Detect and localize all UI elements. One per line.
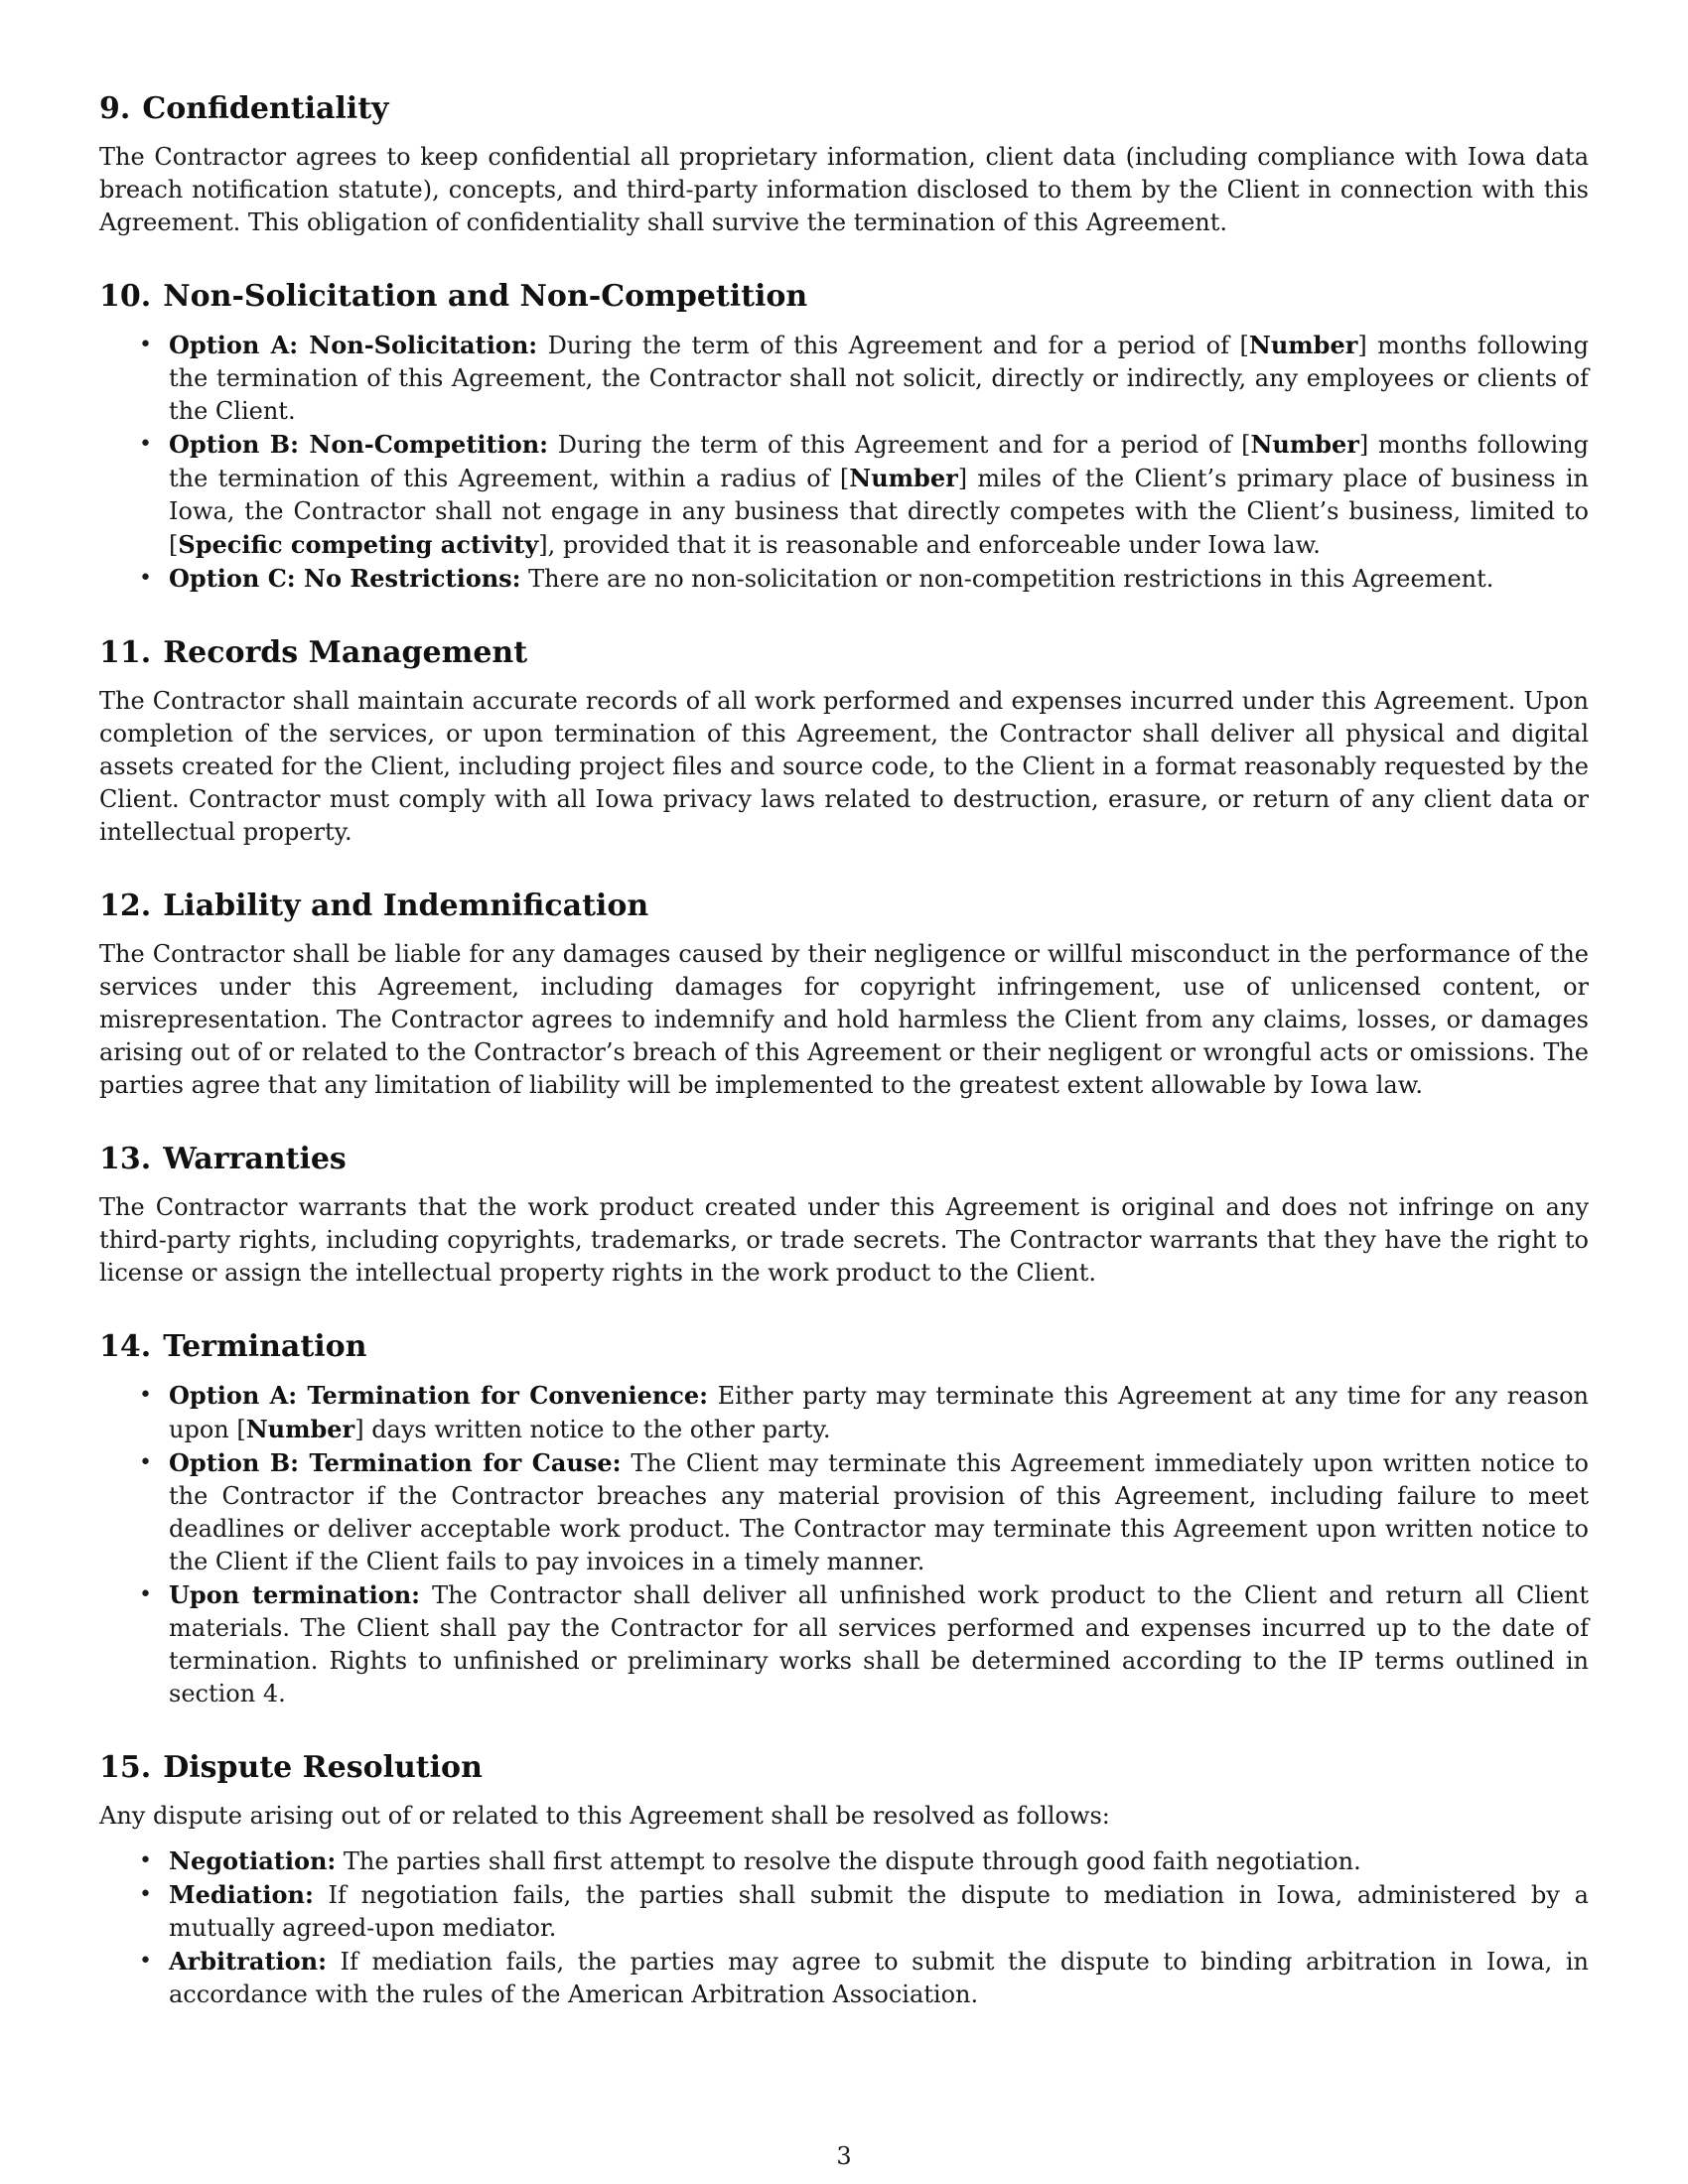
bullet-icon: • (139, 333, 152, 357)
bullet-icon: • (139, 1848, 152, 1873)
section-heading (99, 91, 1589, 127)
item-label: Mediation: (169, 1880, 314, 1909)
item-label: Option A: Non-Solicitation: (169, 331, 538, 359)
section-heading (99, 888, 1589, 924)
item-label: Arbitration: (169, 1947, 327, 1976)
item-text: ] miles of the Client’s primary place of business in Iowa, the Contractor shall not engage in any business that directly competes with the Client’s business, limited to [ (169, 465, 1589, 559)
bullet-icon: • (139, 432, 152, 457)
section-body: The Contractor agrees to keep confidential all proprietary information, client data (including compliance with Iowa data breach notification statute), concepts, and third-party information disclosed to them by the Client in connection with this Agreement. This obligation of confidentiality shall survive the termination of this Agreement. (99, 143, 1589, 236)
bullet-icon: • (139, 1383, 152, 1408)
section-records-management (99, 635, 1589, 849)
item-text: The parties shall first attempt to resolve the dispute through good faith negotiation. (336, 1847, 1361, 1875)
item-label: Option A: Termination for Convenience: (169, 1381, 709, 1410)
section-number: 15. (99, 1750, 152, 1785)
item-text: Either party may terminate this Agreement at any time for any reason upon [ (169, 1382, 1590, 1443)
item-text: The Client may terminate this Agreement immediately upon written notice to the Contractor if the Contractor breaches any material provision of this Agreement, including failure to meet deadlines or deliver acceptable work product. The Contractor may terminate this Agreement upon written notice to the Client if the Client fails to pay invoices in a timely manner. (169, 1449, 1590, 1575)
item-text: ] days written notice to the other party. (354, 1416, 831, 1443)
list-item (139, 1578, 1589, 1710)
section-termination (99, 1329, 1589, 1710)
item-text: There are no non-solicitation or non-competition restrictions in this Agreement. (520, 565, 1494, 593)
item-label: Negotiation: (169, 1846, 337, 1875)
section-heading (99, 279, 1589, 315)
bullet-icon: • (139, 1949, 152, 1974)
option-list (99, 1379, 1589, 1710)
item-label: Option B: Non-Competition: (169, 430, 549, 459)
item-label: Option C: No Restrictions: (169, 564, 521, 593)
item-text: The Contractor shall deliver all unfinished work product to the Client and return all Client materials. The Client shall pay the Contractor for all services performed and expenses incurred up to the date of termination. Rights to unfinished or preliminary works shall be determined according to the IP terms outlined in section 4. (169, 1581, 1589, 1707)
section-non-solicitation (99, 279, 1589, 596)
section-warranties (99, 1142, 1589, 1290)
section-title: Liability and Indemnification (163, 888, 649, 923)
option-list (99, 1844, 1589, 2011)
bullet-icon: • (139, 566, 152, 591)
item-text: During the term of this Agreement and for a period of [ (537, 332, 1249, 359)
list-item (139, 1844, 1589, 1878)
section-title: Warranties (163, 1142, 347, 1176)
page-number: 3 (836, 2142, 852, 2170)
section-number: 9. (99, 91, 131, 126)
item-label: Option B: Termination for Cause: (169, 1448, 622, 1477)
option-list (99, 329, 1589, 596)
section-title: Termination (163, 1329, 367, 1364)
section-number: 12. (99, 888, 152, 923)
item-text: ], provided that it is reasonable and enforceable under Iowa law. (538, 531, 1321, 559)
list-item (139, 329, 1590, 428)
section-liability (99, 888, 1589, 1102)
section-intro: Any dispute arising out of or related to this Agreement shall be resolved as follows: (99, 1802, 1110, 1830)
section-number: 14. (99, 1329, 152, 1364)
section-confidentiality (99, 91, 1589, 239)
section-title: Confidentiality (142, 91, 389, 126)
item-text: If mediation fails, the parties may agree to submit the dispute to binding arbitration in Iowa, in accordance with the rules of the American Arbitration Association. (169, 1948, 1589, 2008)
placeholder-field: Number (849, 464, 958, 492)
section-title: Records Management (163, 635, 528, 670)
section-body: The Contractor warrants that the work product created under this Agreement is original and does not infringe on any third-party rights, including copyrights, trademarks, or trade secrets. The Contractor warrants that they have the right to license or assign the intellectual property rights in the work product to the Client. (99, 1193, 1589, 1287)
item-text: ] months following the termination of this Agreement, within a radius of [ (169, 431, 1590, 492)
section-title: Dispute Resolution (163, 1750, 483, 1785)
placeholder-field: Number (245, 1415, 355, 1443)
document-page (99, 91, 1589, 2051)
bullet-icon: • (139, 1582, 152, 1607)
placeholder-field: Number (1250, 430, 1359, 459)
item-text: If negotiation fails, the parties shall submit the dispute to mediation in Iowa, administered by a mutually agreed-upon mediator. (169, 1881, 1589, 1942)
section-dispute-resolution (99, 1750, 1589, 2011)
list-item (139, 1945, 1589, 2011)
list-item (139, 1446, 1590, 1578)
section-number: 11. (99, 635, 152, 670)
section-heading (99, 1750, 1589, 1786)
section-title: Non-Solicitation and Non-Competition (163, 279, 808, 314)
section-heading (99, 1142, 1589, 1177)
list-item (139, 1379, 1590, 1446)
list-item (139, 1878, 1589, 1945)
placeholder-field: Specific competing activity (178, 530, 539, 559)
bullet-icon: • (139, 1882, 152, 1907)
item-text: During the term of this Agreement and for a period of [ (548, 431, 1251, 459)
section-number: 10. (99, 279, 152, 314)
placeholder-field: Number (1248, 331, 1358, 359)
section-number: 13. (99, 1142, 152, 1176)
section-heading (99, 635, 1589, 671)
list-item (139, 562, 1589, 596)
section-body: The Contractor shall be liable for any damages caused by their negligence or willful misconduct in the performance of the services under this Agreement, including damages for copyright infringement, use of unlicensed content, or misrepresentation. The Contractor agrees to indemnify and hold harmless the Client from any claims, losses, or damages arising out of or related to the Contractor’s breach of this Agreement or their negligent or wrongful acts or omissions. The parties agree that any limitation of liability will be implemented to the greatest extent allowable by Iowa law. (99, 940, 1589, 1099)
list-item (139, 428, 1590, 562)
item-text: ] months following the termination of this Agreement, the Contractor shall not solicit, directly or indirectly, any employees or clients of the Client. (169, 332, 1590, 425)
section-body: The Contractor shall maintain accurate records of all work performed and expenses incurred under this Agreement. Upon completion of the services, or upon termination of this Agreement, the Contractor shall deliver all physical and digital assets created for the Client, including project files and source code, to the Client in a format reasonably requested by the Client. Contractor must comply with all Iowa privacy laws related to destruction, erasure, or return of any client data or intellectual property. (99, 687, 1589, 846)
section-heading (99, 1329, 1589, 1365)
bullet-icon: • (139, 1450, 152, 1475)
item-label: Upon termination: (169, 1580, 421, 1609)
